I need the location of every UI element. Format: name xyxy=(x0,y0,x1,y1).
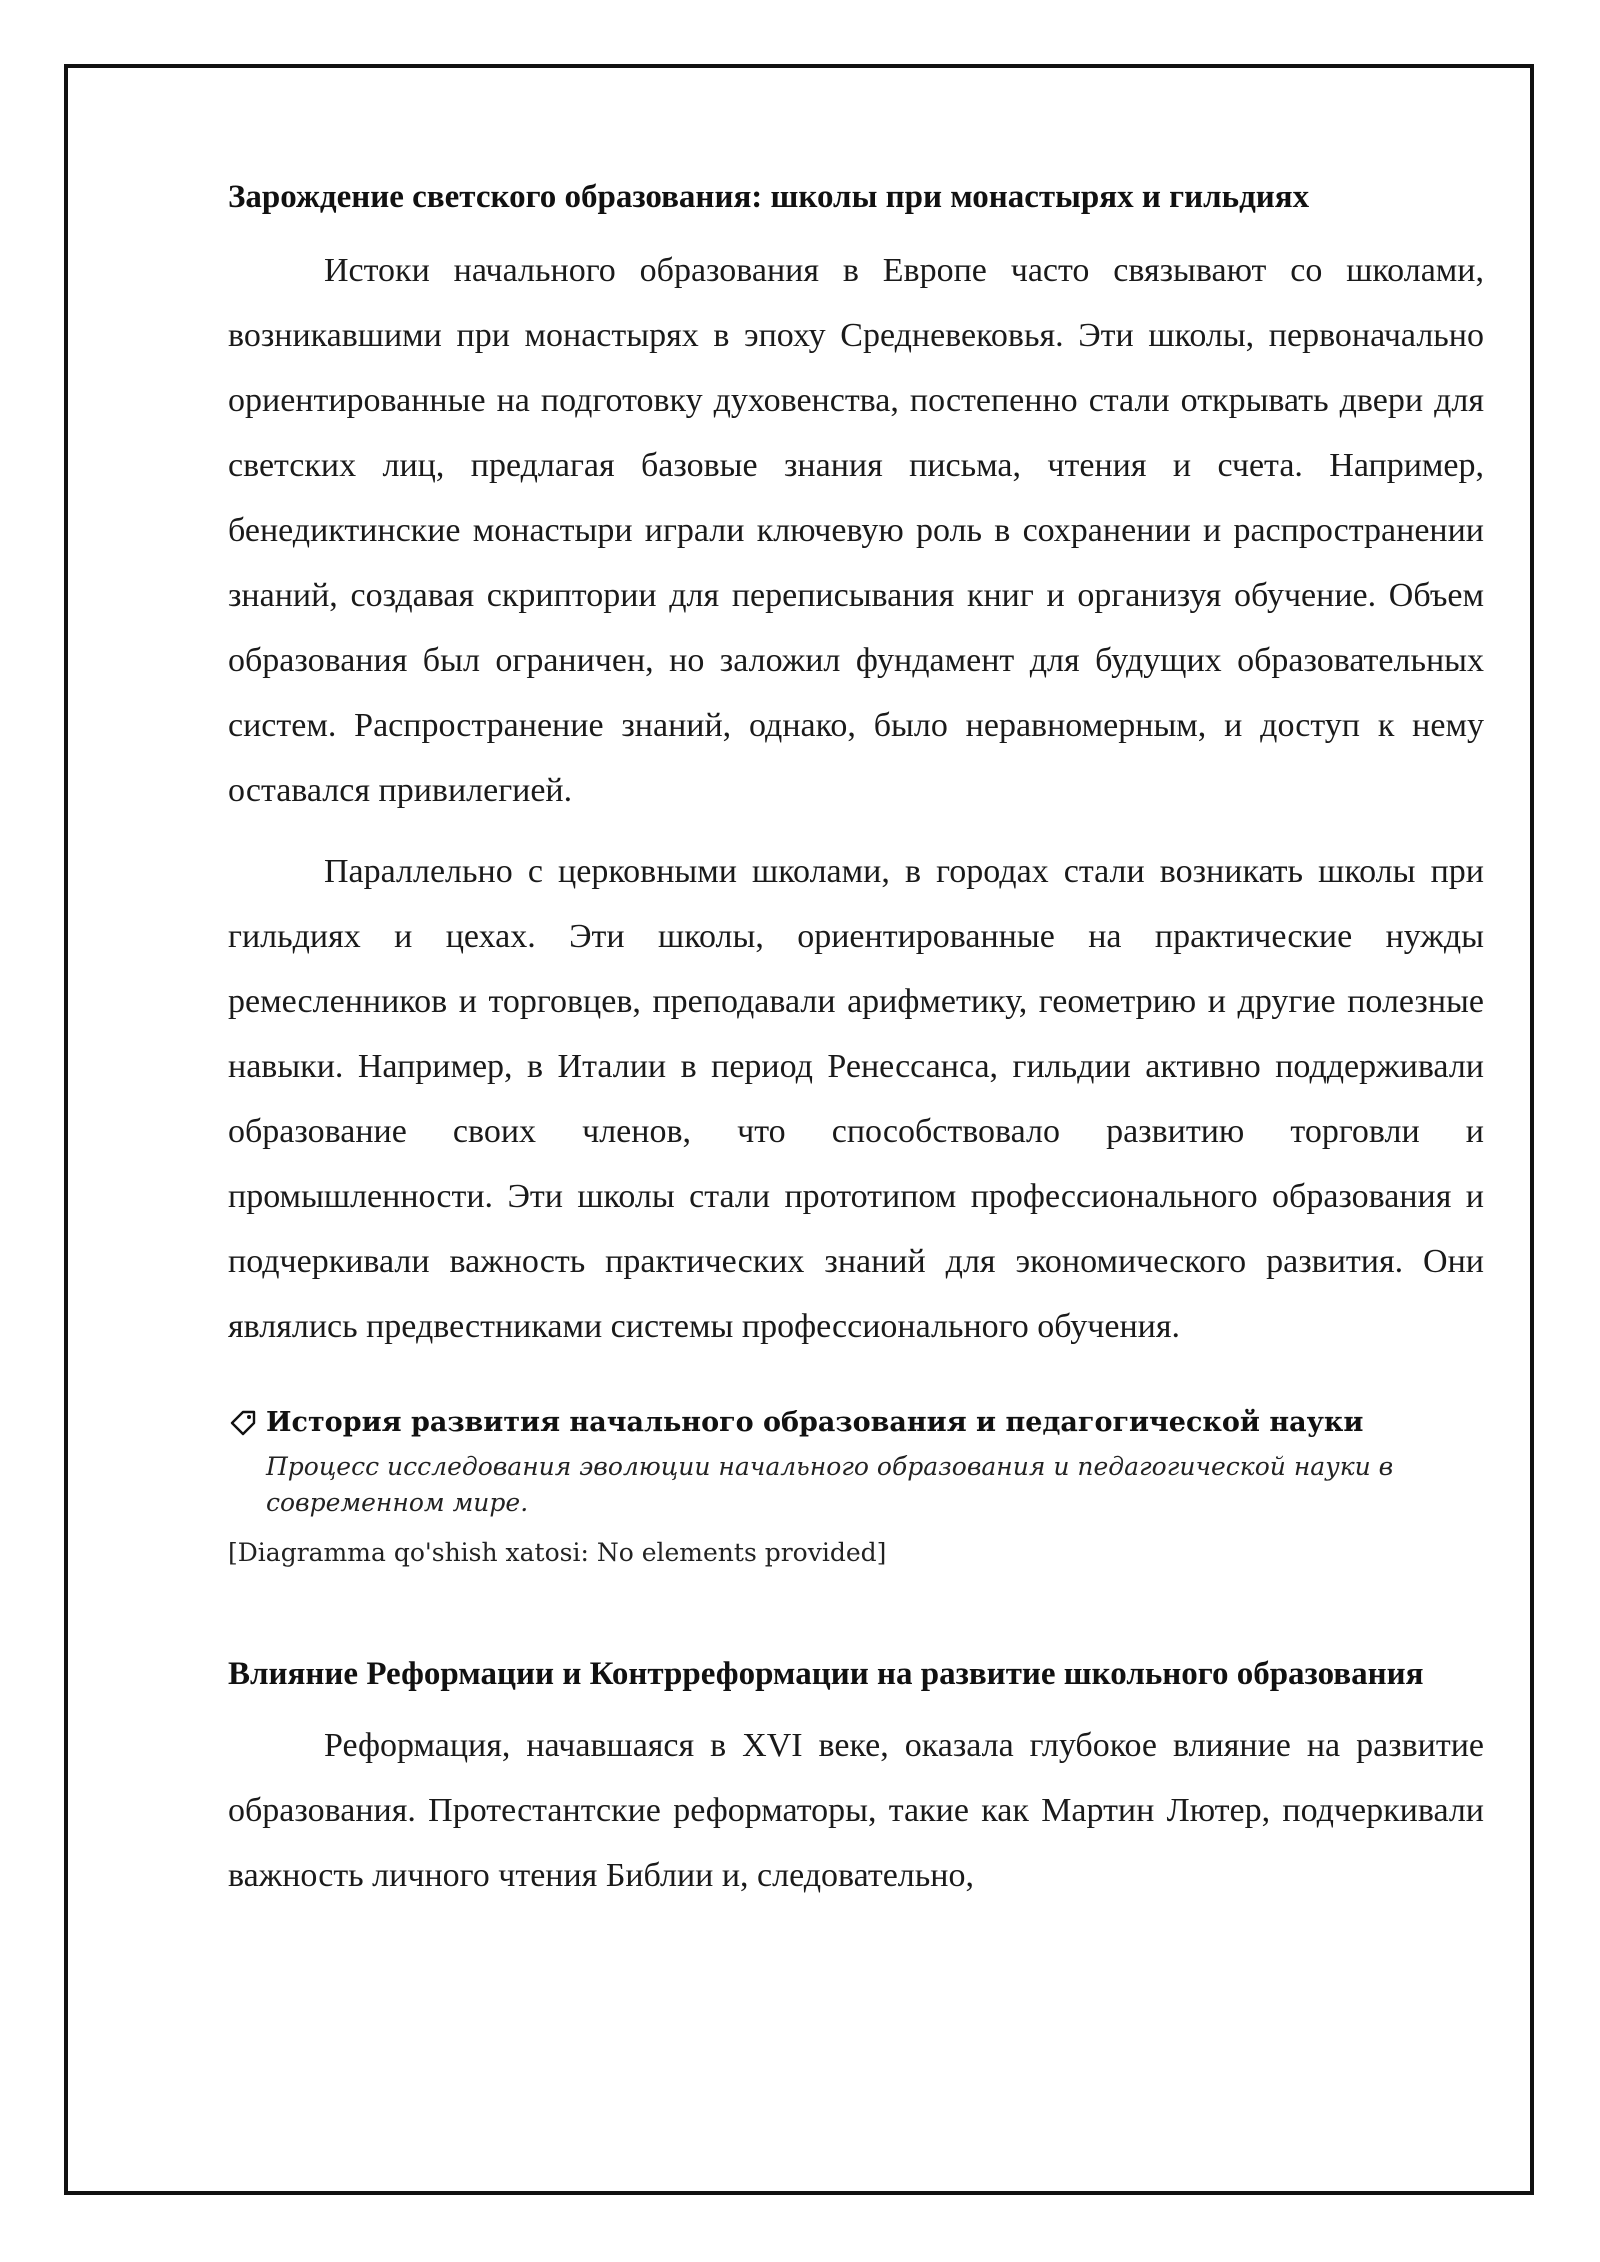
tag-icon xyxy=(228,1408,258,1438)
body-paragraph: Параллельно с церковными школами, в городах стали возникать школы при гильдиях и цехах. Эти школы, ориентированные на практические нужды ремесленников и торговцев, преподавали арифметику, геометрию и другие полезные навыки. Например, в Италии в период Ренессанса, гильдии активно поддерживали образование своих членов, что способствовало развитию торговли и промышленности. Эти школы стали прототипом профессионального образования и подчеркивали важность практических знаний для экономического развития. Они являлись предвестниками системы профессионального обучения. xyxy=(228,853,1484,1345)
diagram-error-message: [Diagramma qo'shish xatosi: No elements provided] xyxy=(228,1538,887,1567)
body-paragraph: Истоки начального образования в Европе часто связывают со школами, возникавшими при монастырях в эпоху Средневековья. Эти школы, первоначально ориентированные на подготовку духовенства, постепенно стали открывать двери для светских лиц, предлагая базовые знания письма, чтения и счета. Например, бенедиктинские монастыри играли ключевую роль в сохранении и распространении знаний, создавая скриптории для переписывания книг и организуя обучение. Объем образования был ограничен, но заложил фундамент для будущих образовательных систем. Распространение знаний, однако, было неравномерным, и доступ к нему оставался привилегией. xyxy=(228,252,1484,809)
document-body xyxy=(228,172,1484,1908)
diagram-description: Процесс исследования эволюции начального образования и педагогической науки в современном мире. xyxy=(266,1452,1394,1517)
body-paragraph: Реформация, начавшаяся в XVI веке, оказала глубокое влияние на развитие образования. Протестантские реформаторы, такие как Мартин Лютер, подчеркивали важность личного чтения Библии и, следовательно, xyxy=(228,1727,1484,1894)
diagram-title-row xyxy=(228,1403,1484,1443)
diagram-title: История развития начального образования и педагогической науки xyxy=(266,1407,1364,1438)
section-heading: Влияние Реформации и Контрреформации на развитие школьного образования xyxy=(228,1656,1424,1692)
diagram-placeholder xyxy=(228,1403,1484,1571)
section-heading: Зарождение светского образования: школы при монастырях и гильдиях xyxy=(228,179,1310,215)
